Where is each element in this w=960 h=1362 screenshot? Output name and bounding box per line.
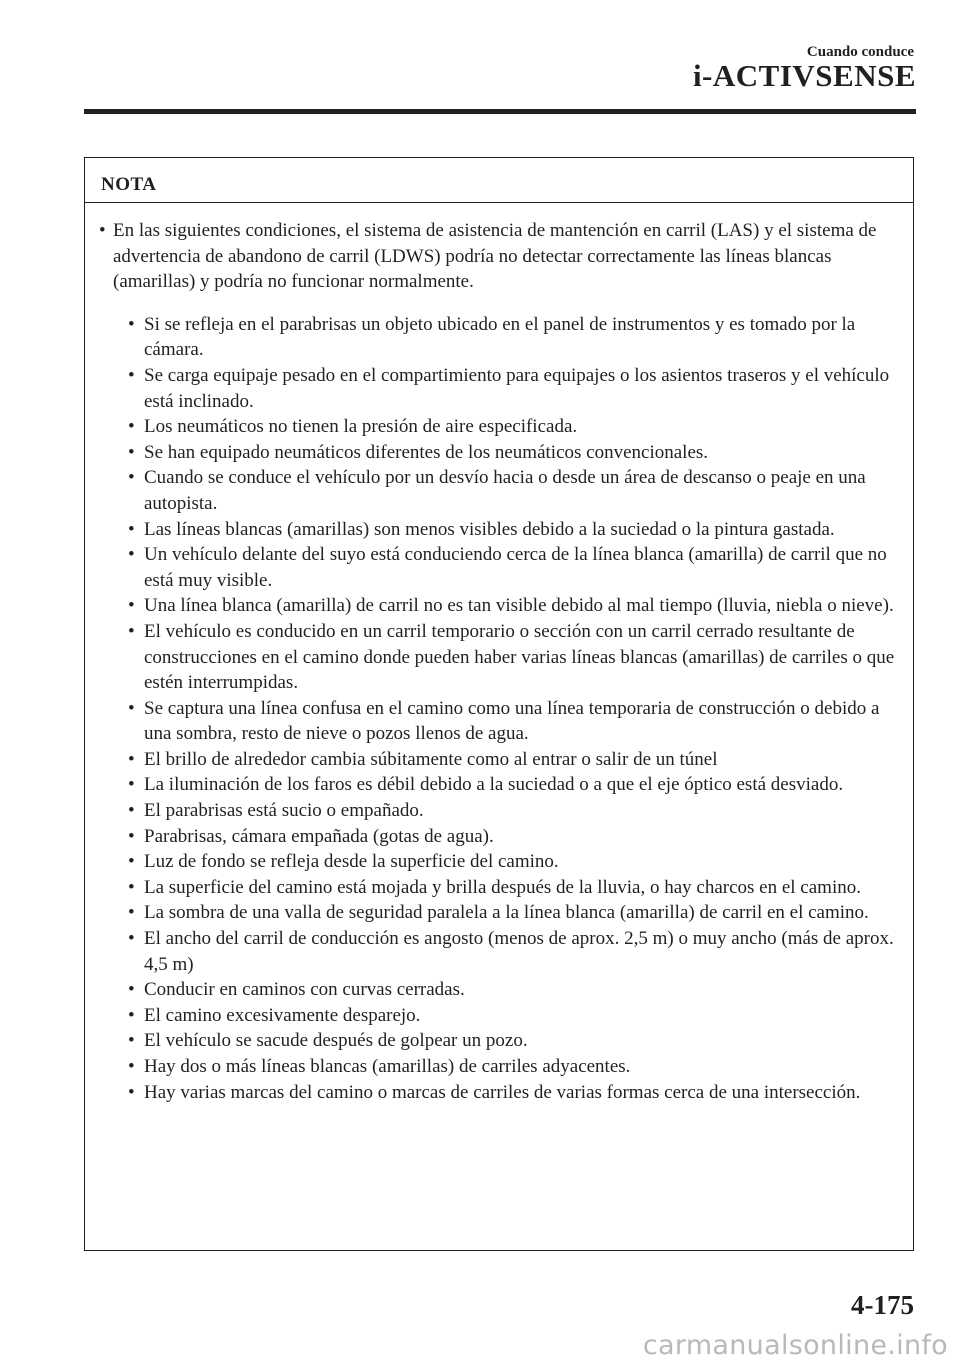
condition-list-item — [99, 542, 899, 593]
running-header-section: Cuando conduce — [806, 44, 914, 60]
bullet-icon: • — [128, 518, 135, 540]
condition-text: Los neumáticos no tienen la presión de aire especificada. — [144, 416, 578, 438]
condition-text: Hay varias marcas del camino o marcas de carriles de varias formas cerca de una intersección. — [144, 1081, 861, 1103]
condition-list-item — [99, 1080, 899, 1106]
bullet-icon: • — [128, 1004, 135, 1026]
condition-list-item — [99, 900, 899, 926]
bullet-icon: • — [128, 774, 135, 796]
condition-list-item — [99, 440, 899, 466]
condition-list-item — [99, 696, 899, 747]
bullet-icon: • — [128, 876, 135, 898]
bullet-icon: • — [128, 1081, 135, 1103]
condition-text: La sombra de una valla de seguridad paralela a la línea blanca (amarilla) de carril en el camino. — [144, 902, 869, 924]
note-intro-item — [99, 218, 899, 295]
note-title: NOTA — [101, 174, 157, 195]
bullet-icon: • — [128, 902, 135, 924]
condition-text: El camino excesivamente desparejo. — [144, 1004, 421, 1026]
condition-list-item — [99, 465, 899, 516]
condition-list-item — [99, 772, 899, 798]
bullet-icon: • — [128, 928, 135, 950]
bullet-icon: • — [128, 979, 135, 1001]
bullet-icon: • — [128, 748, 135, 770]
note-intro-text: En las siguientes condiciones, el sistema de asistencia de mantención en carril (LAS) y el sistema de advertencia de abandono de carril (LDWS) podría no detectar correctamente las líneas blancas (amarillas) y podría no funcionar normalmente. — [113, 220, 877, 293]
condition-list-item — [99, 363, 899, 414]
bullet-icon: • — [128, 825, 135, 847]
condition-list-item — [99, 1054, 899, 1080]
bullet-icon: • — [128, 620, 135, 642]
condition-list-item — [99, 1003, 899, 1029]
bullet-icon: • — [128, 313, 135, 335]
condition-list — [99, 312, 899, 1105]
condition-list-item — [99, 747, 899, 773]
condition-text: Parabrisas, cámara empañada (gotas de agua). — [144, 825, 494, 847]
condition-text: La iluminación de los faros es débil debido a la suciedad o a que el eje óptico está desviado. — [144, 774, 844, 796]
bullet-icon: • — [128, 467, 135, 489]
condition-text: El vehículo es conducido en un carril temporario o sección con un carril cerrado resultante de construcciones en el camino donde pueden haber varias líneas blancas (amarillas) de carriles o que estén interrumpidas. — [144, 620, 895, 694]
condition-text: El brillo de alrededor cambia súbitamente como al entrar o salir de un túnel — [144, 748, 718, 770]
condition-list-item — [99, 593, 899, 619]
condition-text: Se captura una línea confusa en el camino como una línea temporaria de construcción o debido a una sombra, resto de nieve o pozos llenos de agua. — [144, 697, 880, 745]
bullet-icon: • — [128, 544, 135, 566]
condition-list-item — [99, 875, 899, 901]
condition-text: Se carga equipaje pesado en el compartimiento para equipajes o los asientos traseros y el vehículo está inclinado. — [144, 364, 890, 412]
bullet-icon: • — [128, 1056, 135, 1077]
bullet-icon: • — [128, 1030, 135, 1052]
condition-text: El ancho del carril de conducción es angosto (menos de aprox. 2,5 m) o muy ancho (más de aprox. 4,5 m) — [144, 928, 894, 975]
condition-list-item — [99, 849, 899, 875]
condition-text: El vehículo se sacude después de golpear un pozo. — [144, 1030, 528, 1052]
condition-text: Hay dos o más líneas blancas (amarillas) de carriles adyacentes. — [144, 1056, 631, 1077]
bullet-icon: • — [128, 851, 135, 873]
condition-list-item — [99, 414, 899, 440]
bullet-icon: • — [128, 595, 135, 617]
note-body — [99, 218, 899, 1105]
bullet-icon: • — [128, 697, 135, 719]
condition-list-item — [99, 977, 899, 1003]
watermark: carmanualsonline.info — [642, 1330, 948, 1361]
bullet-icon: • — [128, 441, 135, 463]
page-number: 4-175 — [851, 1290, 914, 1320]
condition-list-item — [99, 824, 899, 850]
note-box — [84, 157, 914, 1251]
running-header-chapter: i-ACTIVSENSE — [692, 58, 916, 93]
condition-list-item — [99, 1028, 899, 1054]
condition-text: Un vehículo delante del suyo está conduciendo cerca de la línea blanca (amarilla) de carril que no está muy visible. — [144, 544, 887, 591]
condition-text: Luz de fondo se refleja desde la superficie del camino. — [144, 851, 559, 873]
condition-text: Conducir en caminos con curvas cerradas. — [144, 979, 465, 1001]
condition-text: Las líneas blancas (amarillas) son menos visibles debido a la suciedad o la pintura gastada. — [144, 518, 835, 540]
condition-text: Cuando se conduce el vehículo por un desvío hacia o desde un área de descanso o peaje en una autopista. — [144, 467, 866, 514]
condition-list-item — [99, 926, 899, 977]
condition-text: Si se refleja en el parabrisas un objeto ubicado en el panel de instrumentos y es tomado por la cámara. — [144, 313, 856, 361]
condition-text: Una línea blanca (amarilla) de carril no es tan visible debido al mal tiempo (lluvia, niebla o nieve). — [144, 595, 894, 617]
bullet-icon: • — [99, 220, 106, 241]
note-title-divider — [85, 202, 913, 203]
condition-list-item — [99, 517, 899, 543]
condition-list-item — [99, 619, 899, 696]
condition-text: La superficie del camino está mojada y brilla después de la lluvia, o hay charcos en el camino. — [144, 876, 861, 898]
condition-list-item — [99, 798, 899, 824]
condition-list-item — [99, 312, 899, 363]
condition-text: Se han equipado neumáticos diferentes de los neumáticos convencionales. — [144, 441, 709, 463]
header-divider — [84, 109, 916, 114]
condition-text: El parabrisas está sucio o empañado. — [144, 800, 424, 822]
bullet-icon: • — [128, 364, 135, 386]
bullet-icon: • — [128, 800, 135, 822]
bullet-icon: • — [128, 416, 135, 438]
